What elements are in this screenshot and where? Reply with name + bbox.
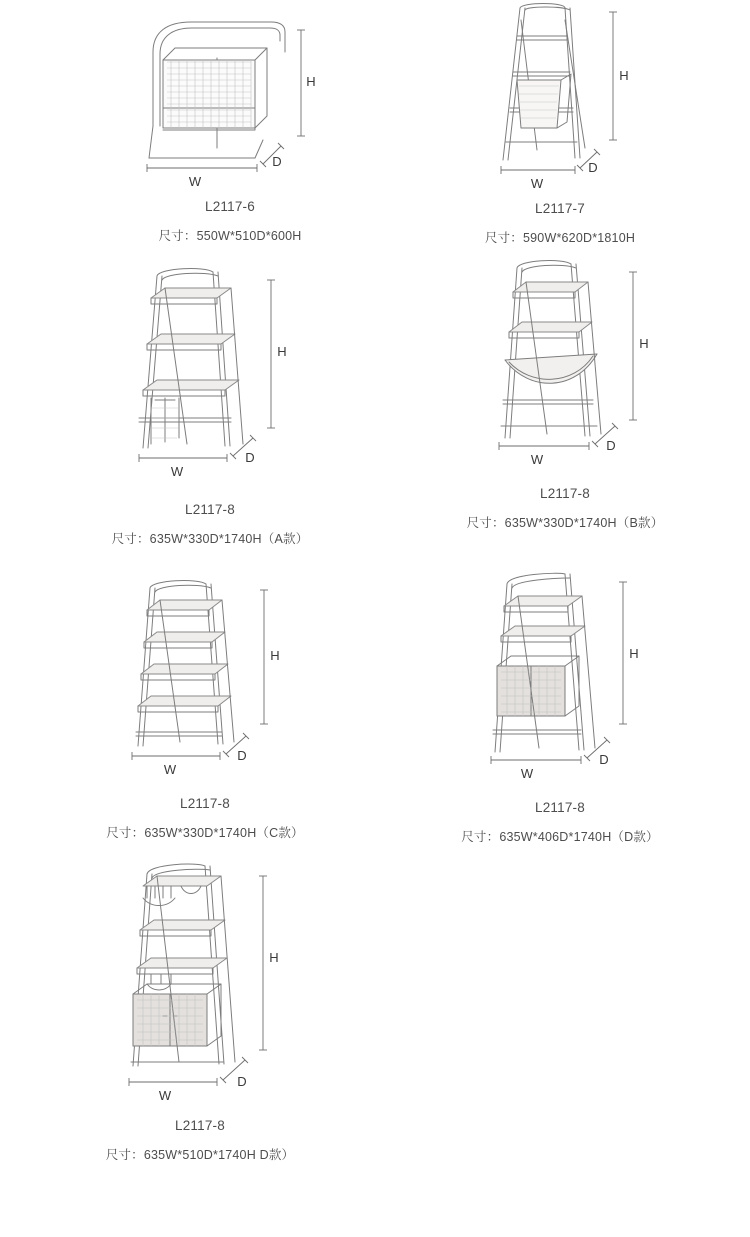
product-caption-5 bbox=[55, 794, 355, 843]
product-figure-4 bbox=[420, 250, 710, 480]
product-item-4 bbox=[420, 250, 710, 533]
product-dims-3: 尺寸：635W*330D*1740H（A款） bbox=[111, 532, 309, 547]
product-caption-7 bbox=[50, 1116, 350, 1165]
dim-letter-w-7: W bbox=[158, 1088, 172, 1103]
dim-letter-w-6: W bbox=[520, 766, 534, 781]
dim-letter-h-6: H bbox=[629, 646, 639, 661]
product-item-2 bbox=[420, 0, 700, 248]
product-code-2: L2117-7 bbox=[535, 201, 585, 216]
product-figure-6 bbox=[410, 562, 710, 794]
product-item-3 bbox=[60, 258, 360, 549]
dim-letter-d-5: D bbox=[237, 748, 247, 763]
product-figure-7 bbox=[50, 850, 350, 1112]
dim-letter-h-4: H bbox=[639, 336, 649, 351]
product-dims-1: 尺寸：550W*510D*600H bbox=[158, 229, 302, 244]
product-code-6: L2117-8 bbox=[535, 800, 585, 815]
dim-letter-d-6: D bbox=[599, 752, 609, 767]
product-caption-6 bbox=[410, 798, 710, 847]
product-caption-1 bbox=[100, 197, 360, 246]
dim-letter-d-1: D bbox=[272, 154, 282, 169]
dim-letter-w-4: W bbox=[530, 452, 544, 467]
product-figure-1 bbox=[100, 8, 360, 193]
product-code-1: L2117-6 bbox=[205, 199, 255, 214]
dim-letter-w-5: W bbox=[163, 762, 177, 777]
product-caption-4 bbox=[420, 484, 710, 533]
dim-letter-h-5: H bbox=[270, 648, 280, 663]
dim-letter-d-4: D bbox=[606, 438, 616, 453]
product-code-4: L2117-8 bbox=[540, 486, 590, 501]
dim-letter-w-1: W bbox=[188, 174, 202, 189]
product-dims-6: 尺寸：635W*406D*1740H（D款） bbox=[461, 830, 659, 845]
dim-letter-w-3: W bbox=[170, 464, 184, 479]
product-item-7 bbox=[50, 850, 350, 1165]
product-dims-7: 尺寸：635W*510D*1740H D款） bbox=[105, 1148, 295, 1163]
product-item-1 bbox=[100, 8, 360, 246]
dim-letter-d-7: D bbox=[237, 1074, 247, 1089]
product-dims-2: 尺寸：590W*620D*1810H bbox=[484, 231, 636, 246]
dim-letter-d-2: D bbox=[588, 160, 598, 175]
product-figure-5 bbox=[55, 568, 355, 790]
product-code-7: L2117-8 bbox=[175, 1118, 225, 1133]
dim-letter-h-7: H bbox=[269, 950, 279, 965]
product-item-6 bbox=[410, 562, 710, 847]
dim-letter-h-1: H bbox=[306, 74, 316, 89]
product-figure-2 bbox=[420, 0, 700, 195]
product-code-5: L2117-8 bbox=[180, 796, 230, 811]
dim-letter-w-2: W bbox=[530, 176, 544, 191]
dim-letter-d-3: D bbox=[245, 450, 255, 465]
product-caption-2 bbox=[420, 199, 700, 248]
product-dims-5: 尺寸：635W*330D*1740H（C款） bbox=[106, 826, 304, 841]
product-item-5 bbox=[55, 568, 355, 843]
product-code-3: L2117-8 bbox=[185, 502, 235, 517]
product-dims-4: 尺寸：635W*330D*1740H（B款） bbox=[466, 516, 664, 531]
dim-letter-h-3: H bbox=[277, 344, 287, 359]
product-figure-3 bbox=[60, 258, 360, 496]
product-caption-3 bbox=[60, 500, 360, 549]
dim-letter-h-2: H bbox=[619, 68, 629, 83]
